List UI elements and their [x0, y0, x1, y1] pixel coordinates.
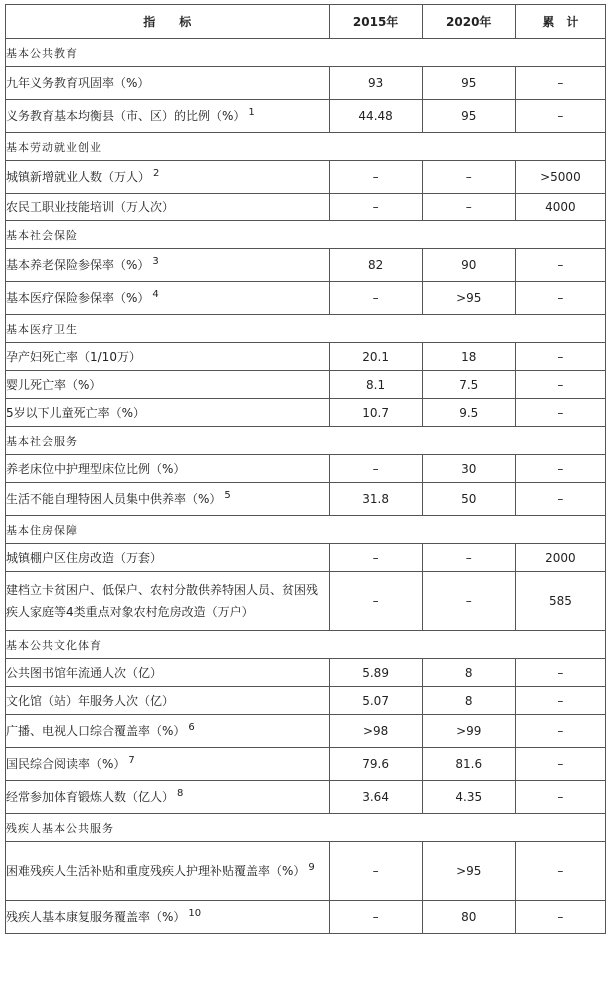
value-2020-cell: – [422, 544, 515, 572]
indicator-label: 建档立卡贫困户、低保户、农村分散供养特困人员、贫困残疾人家庭等4类重点对象农村危房改造（万户） [6, 583, 319, 619]
value-2015-cell: – [329, 572, 422, 631]
footnote-marker: 6 [188, 722, 195, 733]
section-row [6, 39, 606, 67]
cumulative-cell: 4000 [515, 194, 605, 221]
value-2020-cell: 81.6 [422, 748, 515, 781]
cumulative-cell: – [515, 483, 605, 516]
footnote-marker: 10 [188, 908, 202, 919]
table-row [6, 483, 606, 516]
indicator-label: 5岁以下儿童死亡率（%） [6, 405, 146, 420]
table-row [6, 194, 606, 221]
cumulative-cell: – [515, 659, 605, 687]
footnote-marker: 8 [177, 788, 184, 799]
section-row [6, 315, 606, 343]
cumulative-cell: 2000 [515, 544, 605, 572]
footnote-marker: 2 [153, 168, 160, 179]
value-2020-cell: >95 [422, 282, 515, 315]
indicator-cell [6, 100, 330, 133]
value-2015-cell: 5.89 [329, 659, 422, 687]
indicator-cell [6, 455, 330, 483]
value-2015-cell: – [329, 455, 422, 483]
section-title: 基本社会服务 [6, 427, 606, 455]
value-2020-cell: 90 [422, 249, 515, 282]
cumulative-cell: – [515, 455, 605, 483]
cumulative-cell: – [515, 842, 605, 901]
table-row [6, 901, 606, 934]
indicator-label: 农民工职业技能培训（万人次） [6, 200, 175, 214]
section-title: 基本公共文化体育 [6, 631, 606, 659]
value-2015-cell: 79.6 [329, 748, 422, 781]
value-2015-cell: 31.8 [329, 483, 422, 516]
value-2020-cell: – [422, 161, 515, 194]
cumulative-cell: – [515, 399, 605, 427]
indicator-cell [6, 194, 330, 221]
section-row [6, 133, 606, 161]
section-row [6, 516, 606, 544]
value-2020-cell: 9.5 [422, 399, 515, 427]
section-title: 基本医疗卫生 [6, 315, 606, 343]
table-row [6, 687, 606, 715]
section-title: 基本劳动就业创业 [6, 133, 606, 161]
value-2020-cell: 7.5 [422, 371, 515, 399]
indicator-cell [6, 572, 330, 631]
section-row [6, 221, 606, 249]
indicator-label: 城镇新增就业人数（万人） [6, 170, 151, 184]
value-2015-cell: – [329, 194, 422, 221]
header-cumulative: 累 计 [515, 5, 605, 39]
value-2020-cell: 30 [422, 455, 515, 483]
indicator-cell [6, 282, 330, 315]
value-2015-cell: 3.64 [329, 781, 422, 814]
value-2020-cell: >99 [422, 715, 515, 748]
cumulative-cell: – [515, 687, 605, 715]
cumulative-cell: – [515, 371, 605, 399]
table-row [6, 399, 606, 427]
table-row [6, 781, 606, 814]
value-2020-cell: 4.35 [422, 781, 515, 814]
section-title: 残疾人基本公共服务 [6, 814, 606, 842]
table-row [6, 842, 606, 901]
value-2015-cell: – [329, 544, 422, 572]
indicator-cell [6, 249, 330, 282]
footnote-marker: 7 [128, 755, 135, 766]
cumulative-cell: 585 [515, 572, 605, 631]
table-row [6, 748, 606, 781]
cumulative-cell: – [515, 781, 605, 814]
indicator-cell [6, 901, 330, 934]
indicator-label: 基本养老保险参保率（%） [6, 258, 150, 272]
value-2015-cell: 93 [329, 67, 422, 100]
cumulative-cell: – [515, 901, 605, 934]
section-title: 基本住房保障 [6, 516, 606, 544]
indicator-label: 国民综合阅读率（%） [6, 757, 126, 771]
footnote-marker: 9 [308, 862, 315, 873]
indicator-cell [6, 371, 330, 399]
indicator-label: 困难残疾人生活补贴和重度残疾人护理补贴覆盖率（%） [6, 864, 306, 878]
cumulative-cell: – [515, 100, 605, 133]
footnote-marker: 3 [152, 256, 159, 267]
indicator-label: 基本医疗保险参保率（%） [6, 291, 150, 305]
value-2015-cell: – [329, 842, 422, 901]
cumulative-cell: – [515, 748, 605, 781]
cumulative-cell: – [515, 715, 605, 748]
indicators-table [5, 4, 606, 934]
table-row [6, 371, 606, 399]
footnote-marker: 5 [224, 490, 231, 501]
indicator-label: 公共图书馆年流通人次（亿） [6, 665, 163, 680]
indicator-label: 广播、电视人口综合覆盖率（%） [6, 724, 186, 738]
table-row [6, 282, 606, 315]
indicator-label: 义务教育基本均衡县（市、区）的比例（%） [6, 109, 246, 123]
value-2020-cell: 8 [422, 659, 515, 687]
value-2015-cell: 20.1 [329, 343, 422, 371]
value-2015-cell: 82 [329, 249, 422, 282]
table-row [6, 100, 606, 133]
header-indicator: 指 标 [6, 5, 330, 39]
value-2015-cell: 8.1 [329, 371, 422, 399]
value-2015-cell: >98 [329, 715, 422, 748]
value-2020-cell: – [422, 194, 515, 221]
table-row [6, 715, 606, 748]
indicator-label: 九年义务教育巩固率（%） [6, 76, 150, 90]
table-row [6, 659, 606, 687]
cumulative-cell: – [515, 249, 605, 282]
value-2020-cell: 95 [422, 100, 515, 133]
indicator-label: 婴儿死亡率（%） [6, 377, 102, 392]
table-row [6, 161, 606, 194]
indicator-cell [6, 544, 330, 572]
indicator-cell [6, 748, 330, 781]
table-row [6, 544, 606, 572]
value-2015-cell: 10.7 [329, 399, 422, 427]
section-row [6, 631, 606, 659]
cumulative-cell: – [515, 282, 605, 315]
table-row [6, 67, 606, 100]
cumulative-cell: – [515, 343, 605, 371]
value-2020-cell: 95 [422, 67, 515, 100]
cumulative-cell: >5000 [515, 161, 605, 194]
indicator-cell [6, 399, 330, 427]
value-2020-cell: 18 [422, 343, 515, 371]
footnote-marker: 1 [248, 107, 255, 118]
indicator-label: 城镇棚户区住房改造（万套） [6, 550, 163, 565]
value-2020-cell: 80 [422, 901, 515, 934]
indicator-cell [6, 781, 330, 814]
value-2015-cell: – [329, 161, 422, 194]
indicator-cell [6, 842, 330, 901]
table-row [6, 572, 606, 631]
section-row [6, 814, 606, 842]
indicator-cell [6, 687, 330, 715]
indicator-label: 残疾人基本康复服务覆盖率（%） [6, 910, 186, 924]
header-row [6, 5, 606, 39]
value-2015-cell: 5.07 [329, 687, 422, 715]
value-2020-cell: 50 [422, 483, 515, 516]
section-row [6, 427, 606, 455]
value-2015-cell: – [329, 282, 422, 315]
indicator-cell [6, 715, 330, 748]
table-row [6, 249, 606, 282]
value-2020-cell: 8 [422, 687, 515, 715]
indicator-label: 经常参加体育锻炼人数（亿人） [6, 790, 175, 804]
indicator-label: 文化馆（站）年服务人次（亿） [6, 693, 175, 708]
table-row [6, 455, 606, 483]
value-2015-cell: 44.48 [329, 100, 422, 133]
indicator-cell [6, 483, 330, 516]
header-2020: 2020年 [422, 5, 515, 39]
table-row [6, 343, 606, 371]
indicator-label: 生活不能自理特困人员集中供养率（%） [6, 492, 222, 506]
indicator-cell [6, 659, 330, 687]
footnote-marker: 4 [152, 289, 159, 300]
cumulative-cell: – [515, 67, 605, 100]
indicator-label: 养老床位中护理型床位比例（%） [6, 461, 186, 476]
indicator-cell [6, 343, 330, 371]
indicator-label: 孕产妇死亡率（1/10万） [6, 349, 141, 364]
value-2015-cell: – [329, 901, 422, 934]
value-2020-cell: >95 [422, 842, 515, 901]
section-title: 基本社会保险 [6, 221, 606, 249]
indicator-cell [6, 67, 330, 100]
indicator-cell [6, 161, 330, 194]
header-2015: 2015年 [329, 5, 422, 39]
section-title: 基本公共教育 [6, 39, 606, 67]
value-2020-cell: – [422, 572, 515, 631]
